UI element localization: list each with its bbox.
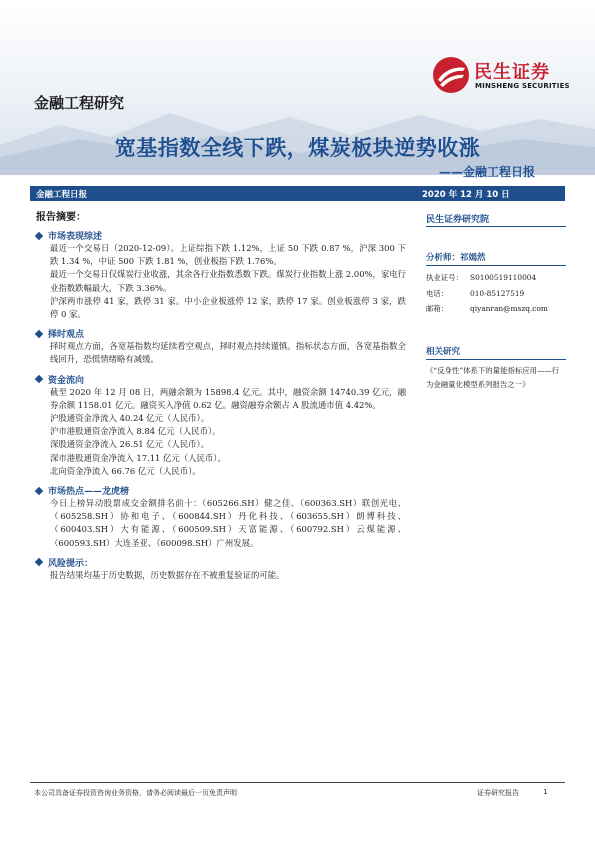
email-link[interactable]: qiyanran@mszq.com [470,304,548,313]
section-title: 市场热点——龙虎榜 [48,487,130,498]
paragraph: 报告结果均基于历史数据，历史数据存在不被重复验证的可能。 [50,569,285,580]
paragraph: 沪深两市涨停 41 家，跌停 31 家。中小企业板涨停 12 家，跌停 17 家。创业板涨停 3 家，跌停 0 家。 [50,295,406,320]
related-research-link[interactable]: 《“反身性”体系下的量能指标应用——行为金融量化模型系列报告之一》 [426,365,560,389]
page-number: 1 [543,788,548,796]
summary-heading: 报告摘要： [36,212,86,223]
institute-name: 民生证券研究院 [426,215,490,225]
section-title: 风险提示： [48,558,94,569]
paragraph: 沪股通资金净流入 40.24 亿元（人民币）。 [50,413,210,424]
related-research-heading: 相关研究 [426,346,461,357]
paragraph: 最近一个交易日仅煤炭行业收涨，其余各行业指数悉数下跌。煤炭行业指数上涨 2.00%，家电行业指数跌幅最大，下跌 3.36%。 [50,269,406,293]
info-row [426,301,566,317]
info-label: 电话： [426,288,449,298]
sidebar-column [426,208,566,393]
divider [426,359,566,360]
section-capital-flow [36,373,406,478]
analyst-heading: 分析师：祁嫣然 [426,253,486,263]
section-market-overview [36,229,406,321]
summary-column [36,208,406,582]
department-title: 金融工程研究 [34,94,125,112]
diamond-bullet-icon [35,558,43,566]
section-title: 择时观点 [48,330,85,341]
info-label: 执业证号： [426,273,463,282]
phone-number: 010-85127519 [470,288,525,298]
minsheng-logo-icon [432,56,470,94]
section-risk-warning [36,556,406,582]
paragraph: 截至 2020 年 12 月 08 日，两融余额为 15898.4 亿元。其中，融资余额 14740.39 亿元，融券余额 1158.01 亿元。融资买入净值 0.62 亿。融资融券余额占 A 股流通市值 4.42%。 [50,386,406,410]
report-info-band [30,186,565,201]
section-title: 市场表现综述 [48,232,103,242]
divider [426,265,566,266]
footer-report-type: 证券研究报告 [477,789,519,797]
report-header [0,0,595,179]
paragraph: 深市港股通资金净流入 17.11 亿元（人民币）。 [50,452,226,463]
brand-logo [432,56,572,96]
report-type-label: 金融工程日报 [36,190,88,200]
logo-chinese-name: 民生证券 [474,62,550,83]
footer-disclaimer: 本公司具备证券投资咨询业务资格，请务必阅读最后一页免责声明 [34,789,237,797]
diamond-bullet-icon [35,486,43,494]
divider [426,226,566,227]
paragraph: 沪市港股通资金净流入 8.84 亿元（人民币）。 [50,426,221,437]
report-subtitle: ——金融工程日报 [438,165,535,179]
info-label: 邮箱： [426,304,449,313]
paragraph: 深股通资金净流入 26.51 亿元（人民币）。 [50,439,210,450]
license-number: S0100519110004 [470,273,537,282]
diamond-bullet-icon [35,329,43,337]
paragraph: 择时观点方面，各宽基指数均延续看空观点，择时观点持续谨慎。指标状态方面，各宽基指数全线回升，恐慌情绪略有减缓。 [50,341,406,365]
section-market-hotspots [36,484,406,550]
section-title: 资金流向 [48,375,85,386]
section-timing-view [36,327,406,366]
diamond-bullet-icon [35,375,43,383]
footer-divider [30,782,565,783]
info-row [426,286,566,302]
report-title: 宽基指数全线下跌，煤炭板块逆势收涨 [114,136,481,160]
paragraph: 今日上榜异动股票成交金额排名前十：（605266.SH）健之佳、（600363.SH）联创光电、（605258.SH）协和电子、（600844.SH）丹化科技、（603655.SH）朗博科技、（600403.SH）大有能源、（600509.SH）天富能源、（600792.SH）云煤能源、（600593.SH）大连圣亚、（600098.SH）广州发展。 [50,498,406,548]
diamond-bullet-icon [35,231,43,239]
info-row [426,270,566,286]
report-date: 2020 年 12 月 10 日 [422,190,510,200]
analyst-info [426,270,566,317]
paragraph: 北向资金净流入 66.76 亿元（人民币）。 [50,465,201,476]
paragraph: 最近一个交易日（2020-12-09）。上证综指下跌 1.12%，上证 50 下跌 0.87 %，沪深 300 下跌 1.34 %，中证 500 下跌 1.81 %，创业板指下跌 1.76%。 [50,243,406,267]
logo-english-name: MINSHENG SECURITIES [475,82,570,90]
